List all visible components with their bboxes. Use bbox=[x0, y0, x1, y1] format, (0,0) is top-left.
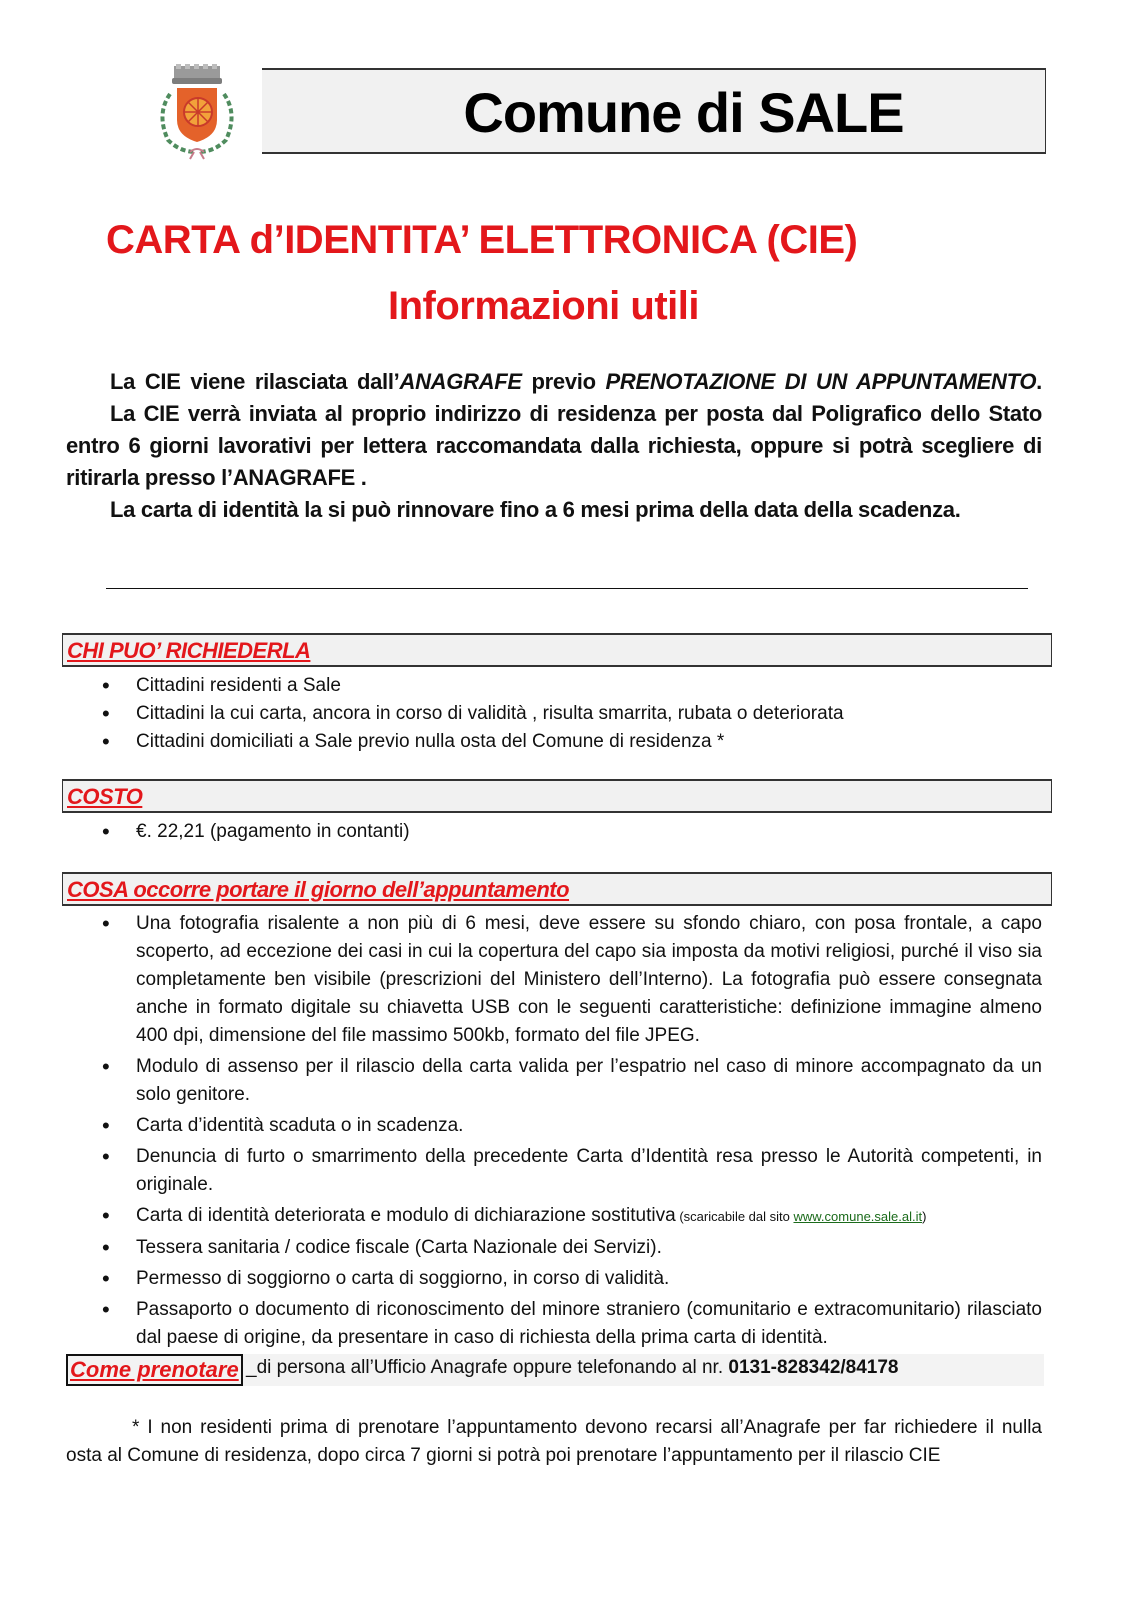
who-list bbox=[66, 672, 926, 756]
cost-list bbox=[66, 818, 926, 846]
section-header-bring bbox=[62, 872, 1052, 906]
section-heading-who: CHI PUO’ RICHIEDERLA bbox=[67, 638, 311, 663]
bring-list bbox=[66, 910, 1042, 1355]
footnote: * I non residenti prima di prenotare l’appuntamento devono recarsi all’Anagrafe per far richiedere il nulla osta al Comune di residenza, dopo circa 7 giorni si potrà poi prenotare l’appuntamento per il rilascio CIE bbox=[66, 1417, 1042, 1466]
municipal-coat-of-arms-icon bbox=[150, 64, 244, 160]
list-item: • Passaporto o documento di riconoscimento del minore straniero (comunitario e extracomunitario) rilasciato dal paese di origine, da presentare in caso di richiesta della prima carta di identità. bbox=[66, 1296, 1042, 1352]
section-heading-bring: COSA occorre portare il giorno dell’appuntamento bbox=[67, 877, 570, 902]
booking-label: Come prenotare bbox=[66, 1354, 243, 1386]
list-item: • Cittadini domiciliati a Sale previo nulla osta del Comune di residenza * bbox=[66, 728, 926, 756]
list-item: • Carta di identità deteriorata e modulo di dichiarazione sostitutiva (scaricabile dal sito www.comune.sale.al.it) bbox=[66, 1202, 1042, 1231]
document-title: CARTA d’IDENTITA’ ELETTRONICA (CIE) bbox=[106, 218, 858, 262]
website-link[interactable]: www.comune.sale.al.it bbox=[793, 1209, 923, 1224]
booking-info bbox=[66, 1354, 1044, 1386]
header-banner bbox=[262, 68, 1046, 154]
list-item: • Carta d’identità scaduta o in scadenza. bbox=[66, 1112, 1042, 1140]
list-item: • Denuncia di furto o smarrimento della precedente Carta d’Identità resa presso le Autorità competenti, in originale. bbox=[66, 1143, 1042, 1199]
separator-line bbox=[106, 588, 1028, 589]
list-item: • Cittadini residenti a Sale bbox=[66, 672, 926, 700]
phone-number: 0131-828342/84178 bbox=[728, 1357, 899, 1378]
intro-paragraph-1: La CIE viene rilasciata dall’ANAGRAFE previo PRENOTAZIONE DI UN APPUNTAMENTO. bbox=[110, 369, 1042, 394]
intro-paragraph-3: La carta di identità la si può rinnovare fino a 6 mesi prima della data della scadenza. bbox=[110, 497, 961, 522]
list-item: • €. 22,21 (pagamento in contanti) bbox=[66, 818, 926, 846]
document-subtitle: Informazioni utili bbox=[388, 284, 699, 328]
intro-paragraph-2: La CIE verrà inviata al proprio indirizzo di residenza per posta dal Poligrafico dello Stato entro 6 giorni lavorativi per lettera raccomandata dalla richiesta, oppure si potrà scegliere di ritirarla presso l’ANAGRAFE . bbox=[66, 401, 1042, 490]
municipality-title: Comune di SALE bbox=[463, 81, 904, 144]
section-header-who bbox=[62, 633, 1052, 667]
list-item: • Permesso di soggiorno o carta di soggiorno, in corso di validità. bbox=[66, 1265, 1042, 1293]
list-item: • Una fotografia risalente a non più di 6 mesi, deve essere su sfondo chiaro, con posa frontale, a capo scoperto, ad eccezione dei casi in cui la copertura del capo sia imposta da motivi religiosi, purché il viso sia completamente ben visibile (prescrizioni del Ministero dell’Interno). La fotografia può essere consegnata anche in formato digitale su chiavetta USB con le seguenti caratteristiche: definizione immagine almeno 400 dpi, dimensione del file massimo 500kb, formato del file JPEG. bbox=[66, 910, 1042, 1050]
section-header-cost bbox=[62, 779, 1052, 813]
booking-text: _di persona all’Ufficio Anagrafe oppure telefonando al nr. 0131-828342/84178 bbox=[246, 1357, 899, 1378]
intro-text bbox=[66, 366, 1042, 526]
list-item: • Modulo di assenso per il rilascio della carta valida per l’espatrio nel caso di minore accompagnato da un solo genitore. bbox=[66, 1053, 1042, 1109]
list-item: • Tessera sanitaria / codice fiscale (Carta Nazionale dei Servizi). bbox=[66, 1234, 1042, 1262]
list-item: • Cittadini la cui carta, ancora in corso di validità , risulta smarrita, rubata o deteriorata bbox=[66, 700, 926, 728]
section-heading-cost: COSTO bbox=[67, 784, 143, 809]
